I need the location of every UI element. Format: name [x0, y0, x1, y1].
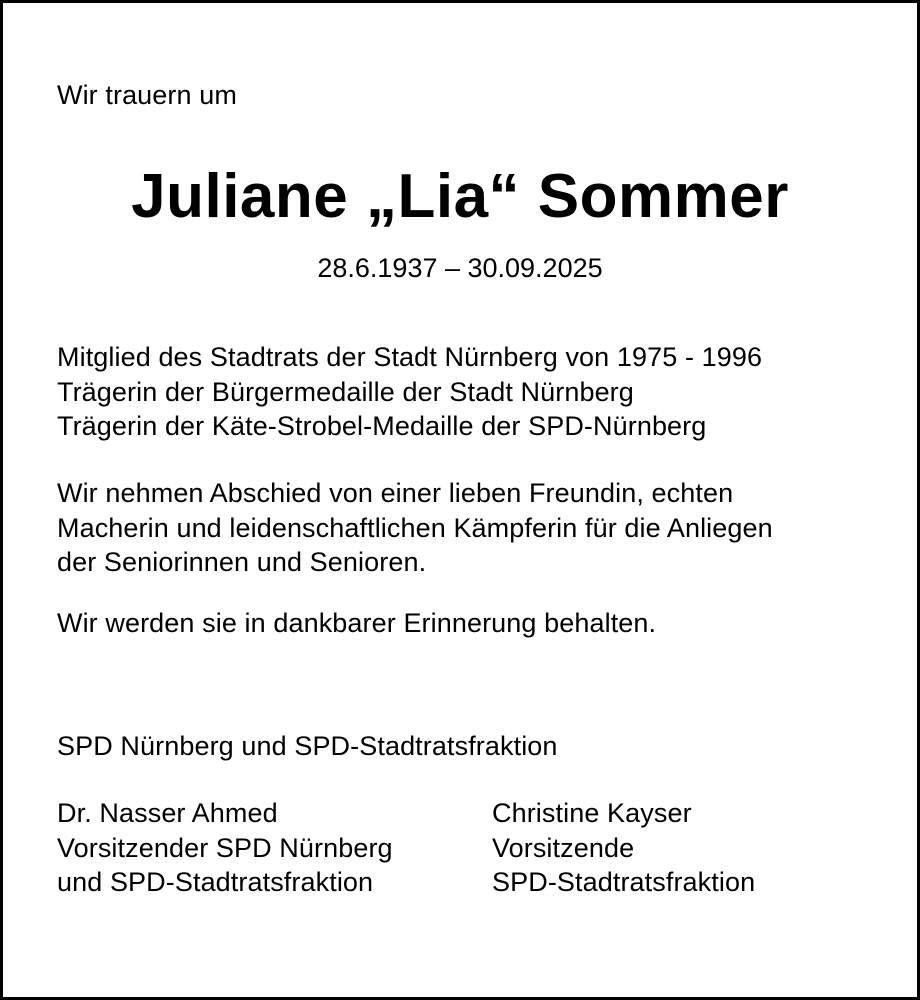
- organization-name: SPD Nürnberg und SPD-Stadtratsfraktion: [57, 731, 558, 761]
- farewell-line: Macherin und leidenschaftlichen Kämpferin für die Anliegen: [57, 512, 773, 543]
- signer-role: Vorsitzende: [492, 832, 635, 863]
- honors-list: [57, 340, 762, 444]
- signer-name: Dr. Nasser Ahmed: [57, 798, 278, 828]
- honor-item: Mitglied des Stadtrats der Stadt Nürnberg von 1975 - 1996: [57, 342, 763, 372]
- signer-role: SPD-Stadtratsfraktion: [492, 867, 756, 897]
- farewell-paragraph: [57, 476, 773, 580]
- signer-block: [57, 796, 393, 900]
- life-dates: 28.6.1937 – 30.09.2025: [317, 253, 603, 283]
- signer-role: und SPD-Stadtratsfraktion: [57, 867, 374, 897]
- honor-item: Trägerin der Käte-Strobel-Medaille der SPD-Nürnberg: [57, 411, 707, 441]
- signer-role: Vorsitzender SPD Nürnberg: [57, 832, 393, 863]
- signer-name: Christine Kayser: [492, 798, 692, 828]
- farewell-line: der Seniorinnen und Senioren.: [57, 547, 427, 577]
- signer-block: [492, 796, 755, 900]
- memory-text: Wir werden sie in dankbarer Erinnerung behalten.: [57, 608, 657, 638]
- intro-text: Wir trauern um: [57, 80, 237, 110]
- deceased-name: Juliane „Lia“ Sommer: [131, 162, 789, 231]
- honor-item: Trägerin der Bürgermedaille der Stadt Nürnberg: [57, 376, 634, 407]
- farewell-line: Wir nehmen Abschied von einer lieben Freundin, echten: [57, 478, 734, 508]
